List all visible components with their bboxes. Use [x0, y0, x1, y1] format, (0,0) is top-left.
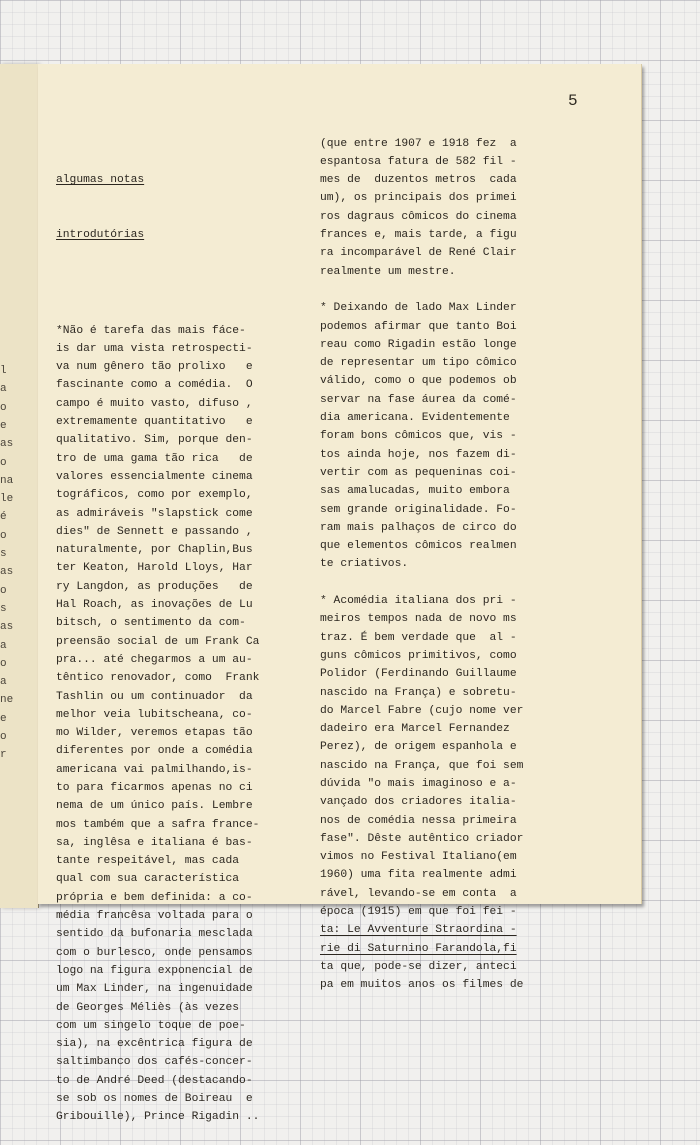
left-page-text-fragment: a	[0, 383, 7, 396]
text-line: mes de duzentos metros cada	[320, 174, 517, 187]
text-line: nascido na França, que foi sem	[320, 759, 524, 772]
text-line: pa em muitos anos os filmes de	[320, 979, 524, 992]
text-line: se sob os nomes de Boireau e	[56, 1093, 253, 1106]
text-line: traz. É bem verdade que al -	[320, 631, 517, 644]
text-line: que elementos cômicos realmen	[320, 540, 517, 553]
left-page-text-fragment: as	[0, 566, 14, 579]
text-line: tográficos, como por exemplo,	[56, 489, 253, 502]
text-line: vertir com as pequeninas coi-	[320, 466, 517, 479]
text-line: qual com sua característica	[56, 873, 240, 886]
text-line: espantosa fatura de 582 fil -	[320, 155, 517, 168]
text-line: * Deixando de lado Max Linder	[320, 302, 517, 315]
left-page-text-fragment: o	[0, 529, 7, 542]
text-line: dadeiro era Marcel Fernandez	[320, 723, 510, 736]
text-line: vimos no Festival Italiano(em	[320, 851, 517, 864]
text-line: de Georges Méliès (às vezes	[56, 1001, 240, 1014]
text-line: ter Keaton, Harold Lloys, Har	[56, 562, 253, 575]
left-column	[56, 98, 296, 1145]
text-line: com o burlesco, onde pensamos	[56, 946, 253, 959]
left-page-text-fragment: l	[0, 365, 7, 377]
section-heading	[56, 135, 296, 281]
text-line: va num gênero tão prolixo e	[56, 361, 253, 374]
text-line: tante respeitável, mas cada	[56, 855, 240, 868]
text-line: guns cômicos primitivos, como	[320, 649, 517, 662]
text-line: média francêsa voltada para o	[56, 910, 253, 923]
text-line: valores essencialmente cinema	[56, 470, 253, 483]
text-line: ry Langdon, as produções de	[56, 580, 253, 593]
heading-line: introdutórias	[56, 229, 145, 242]
left-column-text	[56, 322, 296, 1127]
text-line: rável, levando-se em conta a	[320, 887, 517, 900]
text-line: um), os principais dos primei	[320, 192, 517, 205]
text-line: is dar uma vista retrospecti-	[56, 342, 253, 355]
left-page-text-fragment: o	[0, 657, 7, 670]
text-line: dies" de Sennett e passando ,	[56, 525, 253, 538]
text-line: sia), na excêntrica figura de	[56, 1038, 253, 1051]
text-line: diferentes por onde a comédia	[56, 745, 253, 758]
text-line: tro de uma gama tão rica de	[56, 452, 253, 465]
text-line: válido, como o que podemos ob	[320, 375, 517, 388]
text-line: de representar um tipo cômico	[320, 357, 517, 370]
text-line: vançado dos criadores italia-	[320, 796, 517, 809]
left-page-text-fragment: a	[0, 639, 7, 652]
text-line: mos também que a safra france-	[56, 818, 260, 831]
text-line: as admiráveis "slapstick come	[56, 507, 253, 520]
text-line: Hal Roach, as inovações de Lu	[56, 599, 253, 612]
text-line: Polidor (Ferdinando Guillaume	[320, 668, 517, 681]
text-line: to para ficarmos apenas no ci	[56, 781, 253, 794]
text-line: mo Wilder, veremos etapas tão	[56, 727, 253, 740]
text-line: *Não é tarefa das mais fáce-	[56, 324, 246, 337]
left-page-text-fragment: é	[0, 511, 7, 524]
left-page-text-fragment: o	[0, 584, 7, 597]
text-line: servar na fase áurea da comé-	[320, 393, 517, 406]
text-line: to de André Deed (destacando-	[56, 1074, 253, 1087]
text-line: ram mais palhaços de circo do	[320, 521, 517, 534]
text-line: com um singelo toque de poe-	[56, 1019, 246, 1032]
left-page-text-fragment: as	[0, 621, 14, 634]
text-line: sas amalucadas, muito embora	[320, 485, 510, 498]
text-line: tos ainda hoje, nos fazem di-	[320, 448, 517, 461]
left-page-text-fragment: o	[0, 401, 7, 414]
text-line: têntico renovador, como Frank	[56, 672, 260, 685]
left-page-text-fragment: o	[0, 731, 7, 743]
text-line: frances e, mais tarde, a figu	[320, 229, 517, 242]
text-line: Perez), de origem espanhola e	[320, 741, 517, 754]
text-line: Gribouille), Prince Rigadin ..	[56, 1111, 260, 1124]
text-line: melhor veia lubitscheana, co-	[56, 708, 253, 721]
text-line: Tashlin ou um continuador da	[56, 690, 253, 703]
text-line: nema de um único país. Lembre	[56, 800, 253, 813]
page-number: 5	[568, 92, 578, 110]
text-line: realmente um mestre.	[320, 265, 456, 278]
right-column	[320, 98, 560, 1013]
left-page-text-fragment: e	[0, 419, 7, 432]
text-line: foram bons cômicos que, vis -	[320, 430, 517, 443]
text-line: sa, inglêsa e italiana é bas-	[56, 836, 253, 849]
text-line: fascinante como a comédia. O	[56, 379, 253, 392]
text-line: ta: Le Avventure Straordina -	[320, 924, 517, 937]
text-line: um Max Linder, na ingenuidade	[56, 983, 253, 996]
text-line: própria e bem definida: a co-	[56, 891, 253, 904]
text-line: 1960) uma fita realmente admi	[320, 869, 517, 882]
text-line: saltimbanco dos cafés-concer-	[56, 1056, 253, 1069]
adjacent-left-page	[0, 64, 38, 908]
text-line: rie di Saturnino Farandola,fi	[320, 942, 517, 955]
left-page-text-fragment: r	[0, 749, 7, 762]
text-line: americana vai palmilhando,is-	[56, 763, 253, 776]
text-line: nos de comédia nessa primeira	[320, 814, 517, 827]
text-line: sentido da bufonaria mesclada	[56, 928, 253, 941]
text-line: campo é muito vasto, difuso ,	[56, 397, 253, 410]
text-line: qualitativo. Sim, porque den-	[56, 434, 253, 447]
text-line: * Acomédia italiana dos pri -	[320, 595, 517, 608]
left-page-text-fragment: as	[0, 438, 14, 451]
text-line: nascido na França) e sobretu-	[320, 686, 517, 699]
text-line: (que entre 1907 e 1918 fez a	[320, 137, 517, 150]
text-line	[320, 574, 560, 592]
text-line: ra incomparável de René Clair	[320, 247, 517, 260]
text-line: podemos afirmar que tanto Boi	[320, 320, 517, 333]
left-page-text-fragment: s	[0, 602, 7, 615]
text-line: meiros tempos nada de novo ms	[320, 613, 517, 626]
left-page-text-fragment: le	[0, 493, 14, 506]
text-line: te criativos.	[320, 558, 409, 571]
left-page-text-fragment: o	[0, 456, 7, 469]
left-page-text-fragment: s	[0, 548, 7, 560]
left-page-text-fragment: na	[0, 474, 14, 487]
text-line: extremamente quantitativo e	[56, 416, 253, 429]
text-line: ros dagraus cômicos do cinema	[320, 210, 517, 223]
text-line: época (1915) em que foi fei -	[320, 906, 517, 919]
text-line: dúvida "o mais imaginoso e a-	[320, 777, 517, 790]
text-line: fase". Dêste autêntico criador	[320, 832, 524, 845]
text-line: ta que, pode-se dizer, anteci	[320, 960, 517, 973]
text-line: logo na figura exponencial de	[56, 964, 253, 977]
left-page-text-fragment: a	[0, 676, 7, 689]
heading-line: algumas notas	[56, 174, 145, 187]
left-page-text-fragment: e	[0, 712, 7, 725]
right-column-text	[320, 135, 560, 995]
text-line	[320, 281, 560, 299]
text-line: naturalmente, por Chaplin,Bus	[56, 544, 253, 557]
left-page-text-fragment: ne	[0, 694, 14, 707]
text-line: dia americana. Evidentemente	[320, 412, 510, 425]
text-line: preensão social de um Frank Ca	[56, 635, 260, 648]
text-line: bitsch, o sentimento da com-	[56, 617, 246, 630]
text-line: reau como Rigadin estão longe	[320, 338, 517, 351]
text-line: sem grande originalidade. Fo-	[320, 503, 517, 516]
text-line: pra... até chegarmos a um au-	[56, 653, 253, 666]
text-line: do Marcel Fabre (cujo nome ver	[320, 704, 524, 717]
